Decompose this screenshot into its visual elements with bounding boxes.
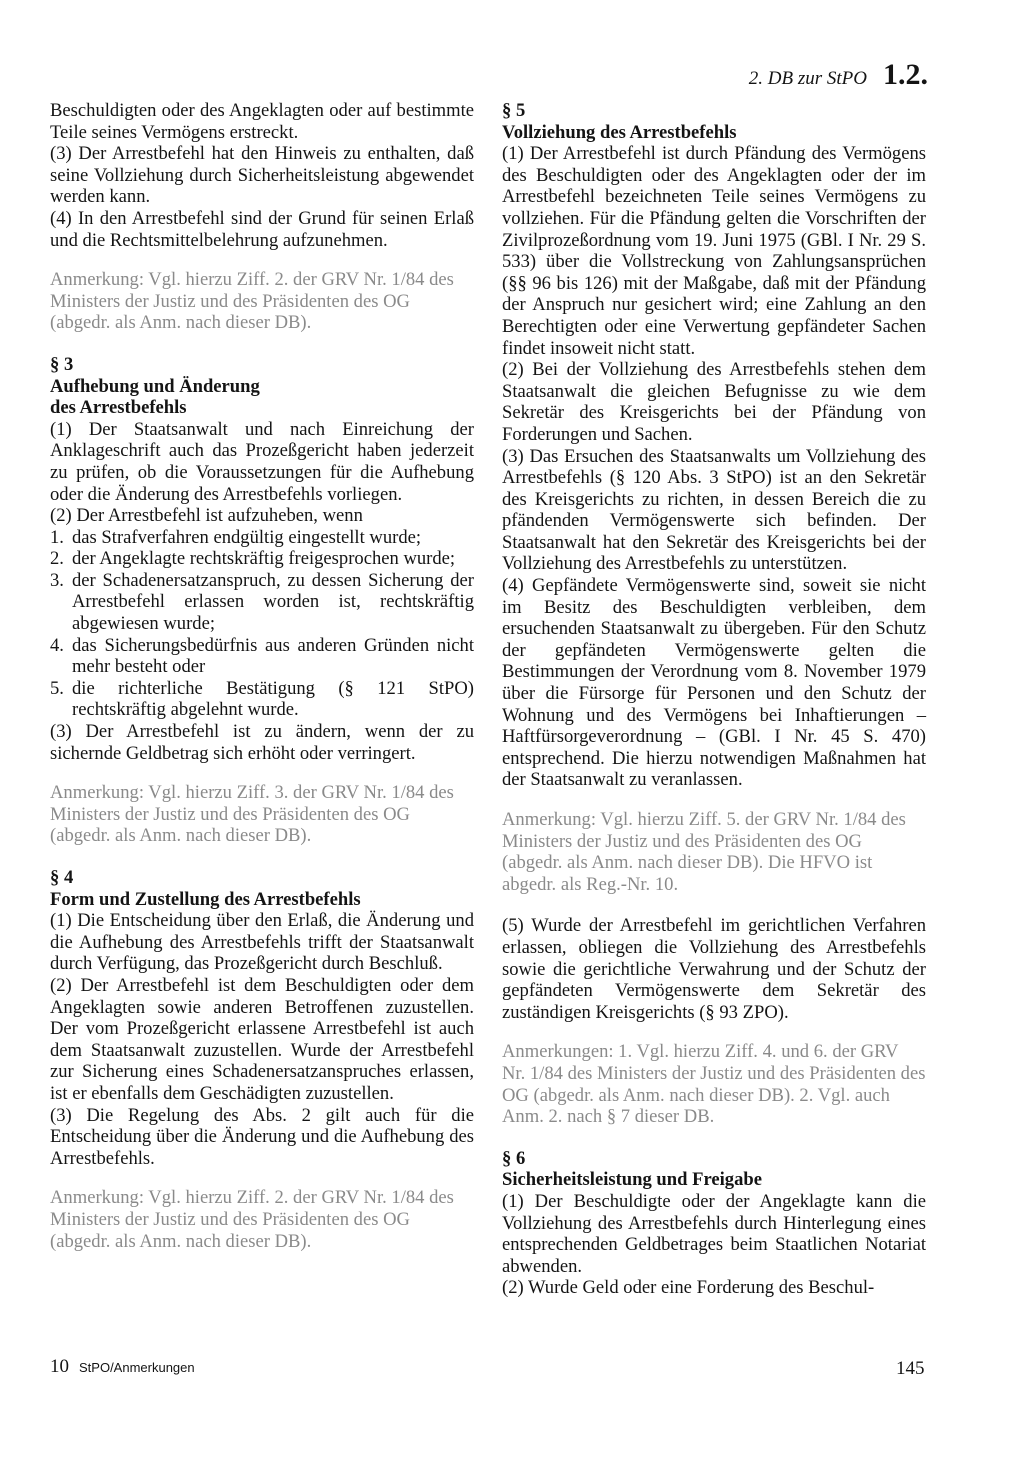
paragraph: (3) Der Arrestbefehl ist zu ändern, wenn der zu sichernde Geldbetrag sich erhöht oder verringert.	[50, 721, 474, 764]
paragraph: (2) Wurde Geld oder eine Forderung des Beschul-	[502, 1277, 875, 1299]
section-number: § 5	[502, 100, 526, 121]
header-reference: 2. DB zur StPO	[748, 68, 867, 89]
section-number: § 3	[50, 353, 74, 375]
paragraph: (4) In den Arrestbefehl sind der Grund für seinen Erlaß und die Rechtsmittelbelehrung aufzunehmen.	[50, 207, 474, 251]
register-number: 10	[50, 1356, 69, 1377]
right-column	[502, 100, 926, 1299]
section-title: Form und Zustellung des Arrestbefehls	[50, 888, 361, 910]
annotation-note: Anmerkung: Vgl. hierzu Ziff. 5. der GRV Nr. 1/84 des Ministers der Justiz und des Präsidenten des OG (abgedr. als Anm. nach dieser DB). Die HFVO ist abgedr. als Reg.-Nr. 10.	[502, 809, 906, 895]
footer-left	[50, 1356, 195, 1378]
paragraph: (2) Der Arrestbefehl ist dem Beschuldigten oder dem Angeklagten sowie anderen Betroffenen zuzustellen. Der vom Prozeßgericht erlassene Arrestbefehl ist auch dem Staatsanwalt zuzustellen. Wurde der Arrestbefehl zur Sicherung eines Schadenersatzanspruches erlassen, ist er ebenfalls dem Geschädigten zuzustellen.	[50, 974, 474, 1104]
paragraph: (3) Der Arrestbefehl hat den Hinweis zu enthalten, daß seine Vollziehung durch Sicherheitsleistung abgewendet werden kann.	[50, 143, 474, 208]
annotation-note: Anmerkung: Vgl. hierzu Ziff. 2. der GRV Nr. 1/84 des Ministers der Justiz und des Präsidenten des OG (abgedr. als Anm. nach dieser DB).	[50, 1187, 454, 1252]
left-column	[50, 100, 474, 1272]
footer-label: StPO/Anmerkungen	[79, 1360, 195, 1375]
list-item	[50, 548, 474, 570]
header-section-number: 1.2.	[883, 58, 928, 91]
paragraph: (2) Der Arrestbefehl ist aufzuheben, wenn	[50, 505, 363, 527]
annotation-note: Anmerkung: Vgl. hierzu Ziff. 2. der GRV Nr. 1/84 des Ministers der Justiz und des Präsidenten des OG (abgedr. als Anm. nach dieser DB).	[50, 269, 454, 334]
list-text: die richterliche Bestätigung (§ 121 StPO) rechtskräftig abgelehnt wurde.	[72, 677, 474, 721]
list-text: der Angeklagte rechtskräftig freigesprochen wurde;	[72, 548, 456, 570]
list-item	[50, 678, 474, 721]
section-title: Sicherheitsleistung und Freigabe	[502, 1169, 762, 1191]
annotation-note: Anmerkungen: 1. Vgl. hierzu Ziff. 4. und 6. der GRV Nr. 1/84 des Ministers der Justiz und des Präsidenten des OG (abgedr. als Anm. nach dieser DB). 2. Vgl. auch Anm. 2. nach § 7 dieser DB.	[502, 1041, 926, 1128]
list-text: der Schadenersatzanspruch, zu dessen Sicherung der Arrestbefehl erlassen worden ist, rechtskräftig abgewiesen wurde;	[72, 569, 474, 635]
section-title: Vollziehung des Arrestbefehls	[502, 121, 737, 143]
paragraph: (5) Wurde der Arrestbefehl im gerichtlichen Verfahren erlassen, obliegen die Vollziehung des Arrestbefehls sowie die gerichtliche Verwahrung und der Schutz der gepfändeten Vermögenswerte dem Sekretär des zuständigen Kreisgerichts (§ 93 ZPO).	[502, 915, 926, 1023]
paragraph: (1) Die Entscheidung über den Erlaß, die Änderung und die Aufhebung des Arrestbefehls trifft der Staatsanwalt durch Verfügung, das Prozeßgericht durch Beschluß.	[50, 910, 474, 975]
section-number: § 6	[502, 1147, 526, 1169]
section-title: Aufhebung und Änderung	[50, 375, 260, 397]
section-number: § 4	[50, 867, 74, 888]
paragraph: (2) Bei der Vollziehung des Arrestbefehls stehen dem Staatsanwalt die gleichen Befugnisse zu wie dem Sekretär des Kreisgerichts bei der Pfändung von Forderungen und Sachen.	[502, 359, 926, 445]
paragraph: (1) Der Staatsanwalt und nach Einreichung der Anklageschrift auch das Prozeßgericht haben jederzeit zu prüfen, ob die Voraussetzungen für die Aufhebung oder die Änderung des Arrestbefehls vorliegen.	[50, 418, 474, 505]
list-item	[50, 570, 474, 635]
list-number: 4.	[50, 634, 64, 656]
running-header	[749, 58, 928, 92]
paragraph: (1) Der Arrestbefehl ist durch Pfändung des Vermögens des Beschuldigten oder des Angeklagten oder der im Arrestbefehl bezeichneten Teile seines Vermögens zu vollziehen. Für die Pfändung gelten die Vorschriften der Zivilprozeßordnung vom 19. Juni 1975 (GBl. I Nr. 29 S. 533) über die Vollstreckung von Zahlungsansprüchen (§§ 96 bis 126) mit der Maßgabe, daß mit der Pfändung der Anspruch nur gesichert wird; eine Zahlung an den Berechtigten oder eine Verwertung gepfändeter Sachen findet insoweit nicht statt.	[502, 143, 926, 359]
list-number: 2.	[50, 548, 64, 570]
list-number: 3.	[50, 569, 64, 591]
annotation-note: Anmerkung: Vgl. hierzu Ziff. 3. der GRV Nr. 1/84 des Ministers der Justiz und des Präsidenten des OG (abgedr. als Anm. nach dieser DB).	[50, 782, 454, 847]
paragraph: (1) Der Beschuldigte oder der Angeklagte kann die Vollziehung des Arrestbefehls durch Hinterlegung eines entsprechenden Geldbetrages beim Staatlichen Notariat abwenden.	[502, 1190, 926, 1277]
list-text: das Sicherungsbedürfnis aus anderen Gründen nicht mehr besteht oder	[72, 634, 474, 678]
paragraph: (4) Gepfändete Vermögenswerte sind, soweit sie nicht im Besitz des Beschuldigten verbleiben, dem ersuchenden Staatsanwalt zu übergeben. Für den Schutz der gepfändeten Vermögenswerte gelten die Bestimmungen der Verordnung vom 8. November 1979 über die Fürsorge für Personen und den Schutz der Wohnung und des Vermögens bei Inhaftierungen – Haftfürsorgeverordnung – (GBl. I Nr. 45 S. 470) entsprechend. Die hierzu notwendigen Maßnahmen hat der Staatsanwalt zu veranlassen.	[502, 575, 926, 791]
list-item	[50, 635, 474, 678]
section-title: des Arrestbefehls	[50, 397, 187, 419]
paragraph: Beschuldigten oder des Angeklagten oder auf bestimmte Teile seines Vermögens erstreckt.	[50, 100, 474, 143]
list-number: 1.	[50, 526, 64, 548]
list-text: das Strafverfahren endgültig eingestellt wurde;	[72, 526, 422, 548]
paragraph: (3) Das Ersuchen des Staatsanwalts um Vollziehung des Arrestbefehls (§ 120 Abs. 3 StPO) ist an den Sekretär des Kreisgerichts zu richten, in dessen Bereich die zu pfändenden Vermögenswerte sich befinden. Der Staatsanwalt hat den Sekretär des Kreisgerichts bei der Vollziehung des Arrestbefehls zu unterstützen.	[502, 445, 926, 575]
page-number: 145	[896, 1358, 925, 1379]
list-number: 5.	[50, 677, 64, 699]
list-item	[50, 527, 474, 549]
paragraph: (3) Die Regelung des Abs. 2 gilt auch für die Entscheidung über die Änderung und die Aufhebung des Arrestbefehls.	[50, 1104, 474, 1169]
